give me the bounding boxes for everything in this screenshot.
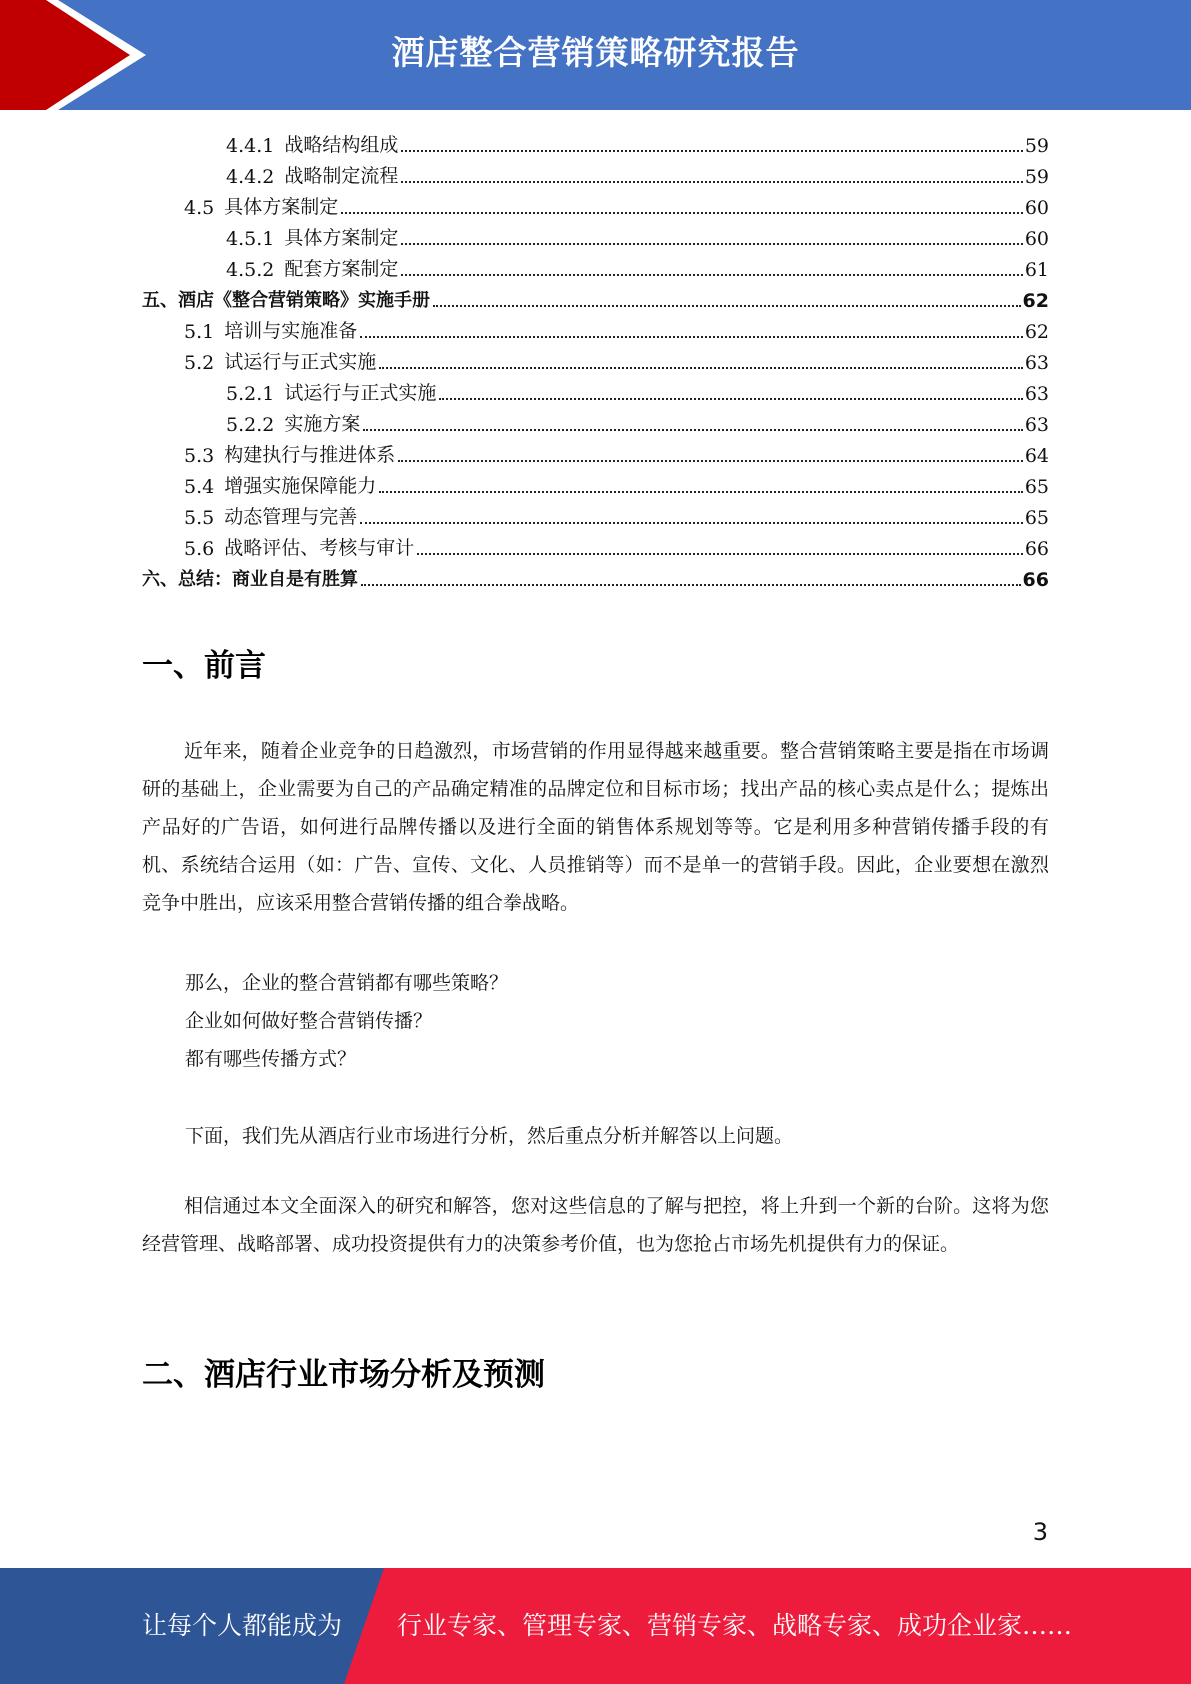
toc-entry-page: 64 xyxy=(1024,445,1049,467)
toc-entry-page: 63 xyxy=(1024,352,1049,374)
toc-entry-number: 5.5 xyxy=(184,507,215,529)
toc-entry-number: 4.5 xyxy=(184,197,215,219)
toc-entry-page: 63 xyxy=(1024,414,1049,436)
toc-entry-page: 65 xyxy=(1024,476,1049,498)
toc-entry-number: 4.5.2 xyxy=(226,259,275,281)
toc-entry[interactable] xyxy=(142,157,1049,188)
toc-entry[interactable] xyxy=(142,281,1049,312)
toc-entry-title: 试运行与正式实施 xyxy=(284,382,437,404)
table-of-contents xyxy=(142,126,1049,591)
toc-entry-page: 66 xyxy=(1024,538,1049,560)
toc-entry-page: 59 xyxy=(1024,166,1049,188)
toc-entry[interactable] xyxy=(142,126,1049,157)
toc-entry[interactable] xyxy=(142,312,1049,343)
toc-entry-number: 4.4.1 xyxy=(226,135,275,157)
toc-entry-title: 战略制定流程 xyxy=(284,165,399,187)
page-footer xyxy=(0,1568,1191,1684)
toc-entry[interactable] xyxy=(142,250,1049,281)
toc-entry[interactable] xyxy=(142,405,1049,436)
toc-entry-number: 5.6 xyxy=(184,538,215,560)
toc-entry[interactable] xyxy=(142,467,1049,498)
toc-entry-page: 60 xyxy=(1024,228,1049,250)
toc-leader-dots xyxy=(439,395,1022,400)
question-3: 都有哪些传播方式？ xyxy=(185,1048,357,1070)
toc-entry-title: 具体方案制定 xyxy=(224,196,339,218)
toc-entry-title: 酒店《整合营销策略》实施手册 xyxy=(178,290,430,311)
section-heading-market: 二、酒店行业市场分析及预测 xyxy=(142,1357,545,1393)
toc-entry-number: 4.4.2 xyxy=(226,166,275,188)
toc-leader-dots xyxy=(417,550,1023,555)
page-header xyxy=(0,0,1191,110)
toc-entry-number: 5.2.1 xyxy=(226,383,275,405)
toc-leader-dots xyxy=(360,519,1023,524)
toc-entry-page: 62 xyxy=(1024,321,1049,343)
preface-paragraph-2: 下面，我们先从酒店行业市场进行分析，然后重点分析并解答以上问题。 xyxy=(185,1125,794,1147)
toc-leader-dots xyxy=(401,178,1022,183)
toc-entry-title: 动态管理与完善 xyxy=(224,506,358,528)
question-2: 企业如何做好整合营销传播？ xyxy=(185,1010,433,1032)
toc-entry[interactable] xyxy=(142,374,1049,405)
toc-entry-title: 配套方案制定 xyxy=(284,258,399,280)
toc-entry-number: 5.4 xyxy=(184,476,215,498)
footer-slogan-right: 行业专家、管理专家、营销专家、战略专家、成功企业家…… xyxy=(397,1611,1073,1640)
toc-entry[interactable] xyxy=(142,560,1049,591)
toc-entry-title: 具体方案制定 xyxy=(284,227,399,249)
toc-leader-dots xyxy=(433,302,1021,307)
preface-paragraph-1: 近年来，随着企业竞争的日趋激烈，市场营销的作用显得越来越重要。整合营销策略主要是指在市场调研的基础上，企业需要为自己的产品确定精准的品牌定位和目标市场；找出产品的核心卖点是什么；提炼出产品好的广告语，如何进行品牌传播以及进行全面的销售体系规划等等。它是利用多种营销传播手段的有机、系统结合运用（如：广告、宣传、文化、人员推销等）而不是单一的营销手段。因此，企业要想在激烈竞争中胜出，应该采用整合营销传播的组合拳战略。 xyxy=(142,740,1049,914)
toc-entry-page: 66 xyxy=(1022,569,1049,591)
toc-entry-page: 62 xyxy=(1022,290,1049,312)
toc-entry-number: 六、 xyxy=(142,569,178,590)
toc-entry-number: 4.5.1 xyxy=(226,228,275,250)
toc-leader-dots xyxy=(401,271,1022,276)
toc-leader-dots xyxy=(361,581,1021,586)
toc-entry[interactable] xyxy=(142,219,1049,250)
toc-entry-title: 培训与实施准备 xyxy=(224,320,358,342)
header-title: 酒店整合营销策略研究报告 xyxy=(391,33,800,72)
preface-paragraph-3: 相信通过本文全面深入的研究和解答，您对这些信息的了解与把控，将上升到一个新的台阶。这将为您经营管理、战略部署、成功投资提供有力的决策参考价值，也为您抢占市场先机提供有力的保证。 xyxy=(142,1195,1049,1255)
toc-entry-number: 5.2.2 xyxy=(226,414,275,436)
toc-entry-title: 战略评估、考核与审计 xyxy=(224,537,415,559)
toc-entry[interactable] xyxy=(142,343,1049,374)
toc-entry[interactable] xyxy=(142,436,1049,467)
toc-entry[interactable] xyxy=(142,188,1049,219)
toc-entry[interactable] xyxy=(142,529,1049,560)
toc-leader-dots xyxy=(363,426,1022,431)
toc-entry-title: 增强实施保障能力 xyxy=(224,475,377,497)
toc-entry[interactable] xyxy=(142,498,1049,529)
toc-leader-dots xyxy=(379,364,1023,369)
toc-entry-title: 战略结构组成 xyxy=(284,134,399,156)
toc-entry-title: 试运行与正式实施 xyxy=(224,351,377,373)
toc-leader-dots xyxy=(341,209,1023,214)
question-1: 那么，企业的整合营销都有哪些策略？ xyxy=(185,972,509,994)
toc-entry-page: 59 xyxy=(1024,135,1049,157)
toc-leader-dots xyxy=(360,333,1023,338)
toc-leader-dots xyxy=(379,488,1023,493)
toc-entry-number: 5.3 xyxy=(184,445,215,467)
page-number: 3 xyxy=(1032,1518,1048,1546)
toc-entry-number: 五、 xyxy=(142,290,178,311)
toc-leader-dots xyxy=(398,457,1023,462)
toc-leader-dots xyxy=(401,240,1022,245)
footer-slogan-left: 让每个人都能成为 xyxy=(142,1611,343,1640)
toc-entry-number: 5.1 xyxy=(184,321,215,343)
toc-entry-page: 61 xyxy=(1024,259,1049,281)
toc-entry-number: 5.2 xyxy=(184,352,215,374)
toc-entry-title: 总结：商业自是有胜算 xyxy=(178,569,358,590)
toc-entry-page: 65 xyxy=(1024,507,1049,529)
toc-leader-dots xyxy=(401,147,1022,152)
section-heading-preface: 一、前言 xyxy=(142,648,266,684)
toc-entry-title: 实施方案 xyxy=(284,413,361,435)
toc-entry-page: 63 xyxy=(1024,383,1049,405)
toc-entry-title: 构建执行与推进体系 xyxy=(224,444,396,466)
toc-entry-page: 60 xyxy=(1024,197,1049,219)
